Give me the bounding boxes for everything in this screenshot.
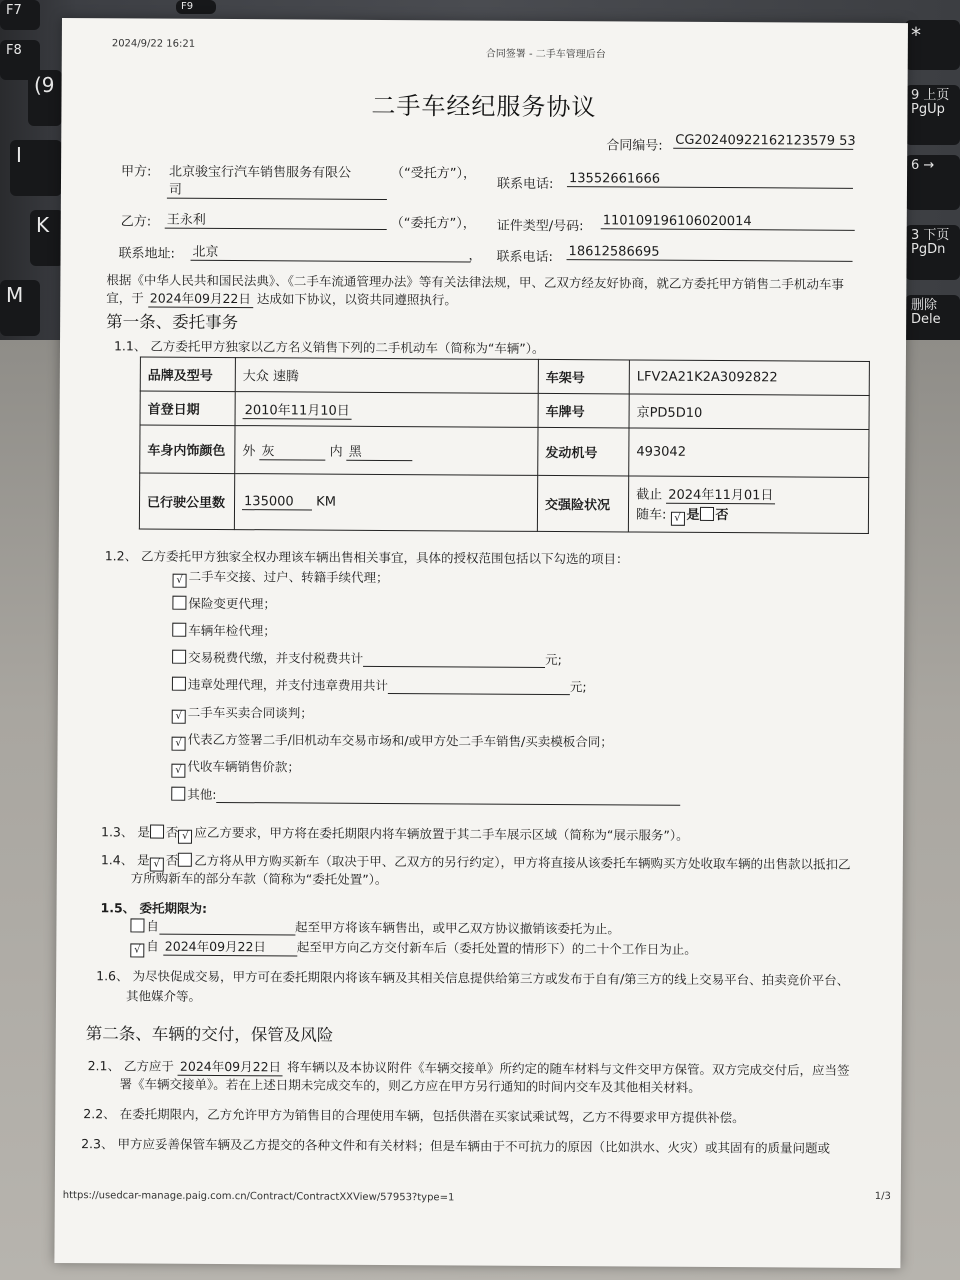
key-pgdn: 3 下页 PgDn xyxy=(905,225,960,280)
party-b-addr-label: 联系地址: xyxy=(118,246,175,262)
party-b-phone-label: 联系电话: xyxy=(496,249,553,266)
auth-item-4: 交易税费代缴，并支付税费共计 元; xyxy=(172,648,562,668)
intro-line-1: 根据《中华人民共和国民法典》、《二手车流通管理办法》等有关法律法规，甲、乙双方经友好协商，就乙方委托甲方销售二手机动车事 xyxy=(106,272,844,292)
clause-1-3-yes-checkbox[interactable] xyxy=(150,825,164,839)
auth-item-checkbox[interactable]: √ xyxy=(171,764,185,778)
delivery-date: 2024年09月22日 xyxy=(178,1057,283,1077)
insurance-label: 交强险状况 xyxy=(537,475,628,532)
auth-item-checkbox[interactable] xyxy=(172,677,186,691)
party-a-phone: 13552661666 xyxy=(567,171,853,189)
key-asterisk: * xyxy=(905,20,960,70)
clause-1-4-no-checkbox[interactable] xyxy=(178,853,192,867)
clause-1-1: 1.1、 乙方委托甲方独家以乙方名义销售下列的二手机动车（简称为“车辆”）。 xyxy=(113,338,545,356)
term-option-1-checkbox[interactable] xyxy=(130,918,144,932)
auth-item-checkbox[interactable]: √ xyxy=(172,710,186,724)
party-a-label: 甲方: xyxy=(121,164,152,180)
clause-1-6-line-1: 1.6、 为尽快促成交易，甲方可在委托期限内将该车辆及其相关信息提供给第三方或发布于自有/第三方的线上交易平台、拍卖竞价平台、 xyxy=(96,968,850,988)
clause-1-4-yes-checkbox[interactable]: √ xyxy=(150,858,164,872)
plate-label: 车牌号 xyxy=(538,393,629,428)
auth-item-8: √ 代收车辆销售价款； xyxy=(171,757,300,779)
print-url: https://usedcar-manage.paig.com.cn/Contract/ContractXXView/57953?type=1 xyxy=(62,1190,455,1204)
contract-title: 二手车经纪服务协议 xyxy=(371,91,597,122)
interior-color: 黑 xyxy=(347,440,413,460)
clause-1-3-no-checkbox[interactable]: √ xyxy=(178,830,192,844)
mileage-label: 已行驶公里数 xyxy=(139,473,234,530)
clause-1-3: 1.3、 是 否 √ 应乙方要求，甲方将在委托期限内将车辆放置于其二手车展示区域（简称为“展示服务”）。 xyxy=(100,824,689,843)
section-2-title: 第二条、车辆的交付，保管及风险 xyxy=(85,1024,334,1045)
party-b-id: 110109196106020014 xyxy=(601,213,855,231)
auth-item-6: √ 二手车买卖合同谈判； xyxy=(172,703,313,725)
term-option-1: 自 起至甲方将该车辆售出，或甲乙双方协议撤销该委托为止。 xyxy=(130,916,620,937)
auth-item-9: 其他: xyxy=(171,785,680,806)
clause-2-3: 2.3、 甲方应妥善保管车辆及乙方提交的各种文件和有关材料；但是车辆由于不可抗力的原因（比如洪水、火灾）或其固有的质量问题或 xyxy=(81,1136,831,1156)
party-b-phone: 18612586695 xyxy=(567,244,853,262)
reg-date-value: 2010年11月10日 xyxy=(243,399,352,420)
party-b-name: 王永利 xyxy=(165,209,387,230)
key-f8: F8 xyxy=(0,40,40,80)
vin-value: LFV2A21K2A3092822 xyxy=(629,360,869,395)
key-9-paren: (9 xyxy=(28,70,62,126)
term-option-2: √ 自 2024年09月22日 起至甲方向乙方交付新车后（委托处置的情形下）的二十个工作日为止。 xyxy=(130,936,697,960)
auth-item-1: √ 二手车交接、过户、转籍手续代理； xyxy=(173,567,389,589)
auth-item-checkbox[interactable] xyxy=(171,787,185,801)
clause-1-4-line-1: 1.4、 是 √ 否 乙方将从甲方购买新车（取决于甲、乙双方的另行约定），甲方将直接从该委托车辆购买方处收取车辆的出售款以抵扣乙 xyxy=(100,852,851,872)
mileage-value: 135000 xyxy=(242,494,312,510)
auth-item-checkbox[interactable] xyxy=(172,623,186,637)
contract-no: CG20240922162123579 53 xyxy=(673,133,853,150)
exterior-color: 灰 xyxy=(259,440,325,460)
mileage-cell: 135000 KM xyxy=(234,474,537,532)
term-option-2-checkbox[interactable]: √ xyxy=(130,943,144,957)
key-f7: F7 xyxy=(0,0,40,30)
vehicle-info-table xyxy=(139,356,870,533)
intro-line-2: 宜，于 2024年09月22日 达成如下协议，以资共同遵照执行。 xyxy=(106,290,457,308)
key-f9: F9 xyxy=(176,0,216,14)
contract-page xyxy=(54,18,908,1268)
insurance-no-checkbox[interactable] xyxy=(699,506,713,520)
brand-label: 品牌及型号 xyxy=(140,357,235,392)
auth-item-3: 车辆年检代理； xyxy=(172,621,276,640)
clause-2-2: 2.2、 在委托期限内，乙方允许甲方为销售目的合理使用车辆，包括供潜在买家试乘试驾，乙方不得要求甲方提供补偿。 xyxy=(83,1106,745,1126)
clause-1-6-line-2: 其他媒介等。 xyxy=(125,988,202,1004)
key-k: K xyxy=(30,210,64,266)
print-site-title: 合同签署 - 二手车管理后台 xyxy=(485,48,606,61)
key-delete: 删除 Dele xyxy=(905,295,960,350)
party-a-role: （“受托方”）， xyxy=(391,166,477,182)
party-a-name-2: 司 xyxy=(167,179,387,200)
contract-no-label: 合同编号: xyxy=(606,138,663,154)
reg-date-label: 首登日期 xyxy=(140,391,235,426)
clause-2-1-line-1: 2.1、 乙方应于 2024年09月22日 将车辆以及本协议附件《车辆交接单》所约定的随车材料与文件交甲方保管。双方完成交付后，应当签 xyxy=(87,1058,850,1078)
insurance-cell: 截止 2024年11月01日 随车: √ 是 否 xyxy=(628,476,868,533)
clause-1-4-line-2: 方所购新车的部分车款（简称为“委托处置”）。 xyxy=(130,870,388,888)
plate-value: 京PD5D10 xyxy=(629,394,869,429)
engine-value: 493042 xyxy=(629,428,869,477)
print-datetime: 2024/9/22 16:21 xyxy=(111,38,196,50)
clause-2-1-line-2: 署《车辆交接单》。若在上述日期未完成交车的，则乙方应在甲方另行通知的时间内交车及其他相关材料。 xyxy=(119,1076,701,1095)
clause-1-5: 1.5、 委托期限为: xyxy=(100,900,208,916)
addr-comma: ， xyxy=(468,248,482,264)
insurance-date: 2024年11月01日 xyxy=(666,483,775,504)
color-cell: 外 灰 内 黑 xyxy=(235,426,538,476)
key-6-right: 6 → xyxy=(905,155,960,210)
page-number: 1/3 xyxy=(874,1190,891,1203)
auth-item-7: √ 代表乙方签署二手/旧机动车交易市场和/或甲方处二手车销售/买卖模板合同； xyxy=(172,730,613,754)
key-m: M xyxy=(0,280,40,336)
engine-label: 发动机号 xyxy=(538,427,629,476)
vin-label: 车架号 xyxy=(538,359,629,394)
insurance-yes-checkbox[interactable]: √ xyxy=(670,511,684,525)
party-a-name-1: 北京骏宝行汽车销售服务有限公 xyxy=(169,164,352,181)
auth-item-checkbox[interactable] xyxy=(172,596,186,610)
auth-item-checkbox[interactable]: √ xyxy=(173,574,187,588)
clause-1-2: 1.2、 乙方委托甲方独家全权办理该车辆出售相关事宜，具体的授权范围包括以下勾选的项目： xyxy=(104,548,629,567)
section-1-title: 第一条、委托事务 xyxy=(106,312,239,333)
party-b-id-label: 证件类型/号码: xyxy=(496,218,584,235)
reg-date-cell xyxy=(235,392,538,428)
brand-value: 大众 速腾 xyxy=(235,358,538,394)
key-pgup: 9 上页 PgUp xyxy=(905,85,960,145)
term-start-date: 2024年09月22日 xyxy=(163,937,297,957)
auth-item-checkbox[interactable]: √ xyxy=(172,737,186,751)
color-label: 车身内饰颜色 xyxy=(140,425,235,474)
key-i: I xyxy=(10,140,62,196)
party-a-phone-label: 联系电话: xyxy=(496,176,554,193)
auth-item-checkbox[interactable] xyxy=(172,650,186,664)
party-b-role: （“委托方”）， xyxy=(390,216,476,232)
party-b-addr: 北京 xyxy=(191,241,471,263)
auth-item-2: 保险变更代理； xyxy=(172,594,276,613)
party-b-label: 乙方: xyxy=(120,214,152,230)
auth-item-5: 违章处理代理，并支付违章费用共计 元; xyxy=(172,675,587,696)
